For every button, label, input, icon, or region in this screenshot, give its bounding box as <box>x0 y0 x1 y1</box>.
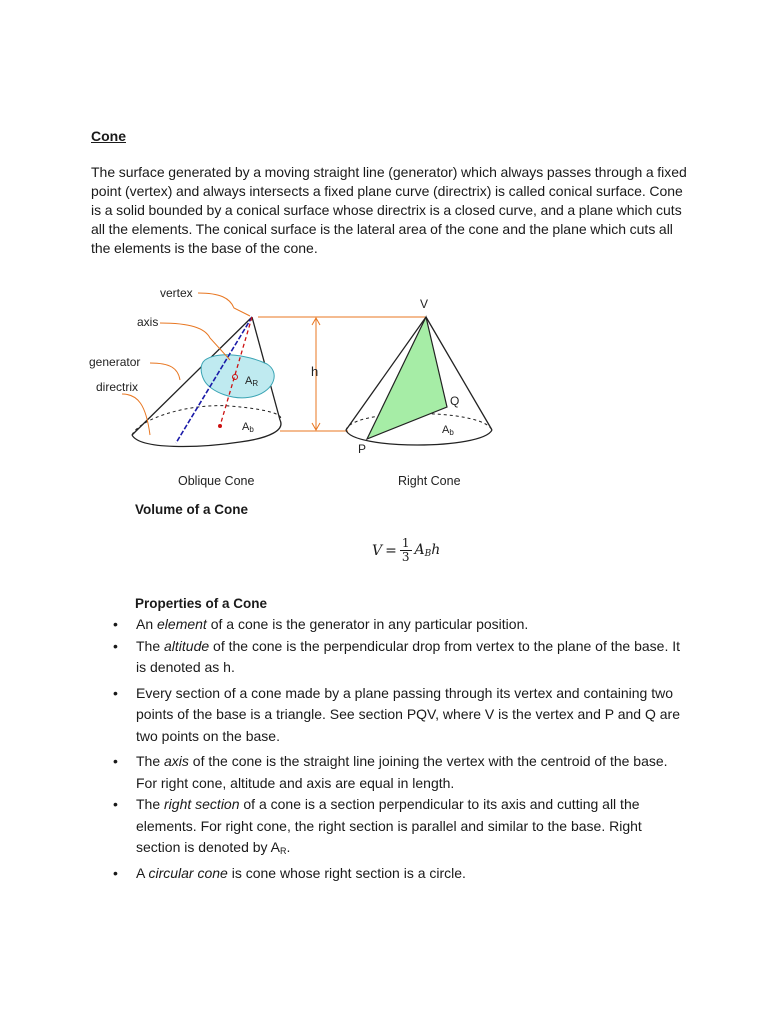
oblique-cone-base-back <box>132 406 281 435</box>
property-item-axis: • The axis of the cone is the straight line joining the vertex with the centroid of the base. For right cone, altitude and axis are equal in length. <box>110 751 690 794</box>
axis-leader <box>160 323 230 360</box>
oblique-cone <box>89 286 281 488</box>
ab-centroid-dot <box>218 424 222 428</box>
properties-list <box>110 614 690 888</box>
formula-v: V <box>372 542 383 559</box>
cone-diagram <box>80 280 520 490</box>
pqv-section <box>367 317 447 439</box>
formula-numerator: 1 <box>401 536 410 550</box>
label-ab-oblique: Ab <box>242 421 254 434</box>
formula-eq: = <box>385 542 397 559</box>
caption-right: Right Cone <box>398 474 461 488</box>
label-axis: axis <box>137 315 159 329</box>
label-directrix: directrix <box>96 380 139 394</box>
label-p: P <box>358 442 367 456</box>
property-item-element: • An element of a cone is the generator in any particular position. <box>110 614 690 636</box>
formula-denominator: 3 <box>401 550 410 564</box>
property-item-circular-cone: • A circular cone is cone whose right section is a circle. <box>110 863 690 885</box>
generator-leader <box>150 363 180 380</box>
cone-figure <box>80 280 520 490</box>
property-item-altitude: • The altitude of the cone is the perpendicular drop from vertex to the plane of the base. It is denoted as h. <box>110 636 690 679</box>
formula-area: $A_Bh$ <box>414 542 441 559</box>
formula-fraction <box>400 537 412 564</box>
caption-oblique: Oblique Cone <box>178 474 255 488</box>
oblique-cone-base-front <box>132 420 281 446</box>
page-title: Cone <box>91 128 126 144</box>
label-q: Q <box>450 394 460 408</box>
label-vertex: vertex <box>160 286 193 300</box>
intro-paragraph: The surface generated by a moving straight line (generator) which always passes through a fixed point (vertex) and always intersects a fixed plane curve (directrix) is called conical surface. Cone is a solid bounded by a conical surface whose directrix is a closed curve, and a plane which cuts all the elements. The conical surface is the lateral area of the cone and the plane which cuts all the elements is the base of the cone. <box>91 164 687 256</box>
label-ar: AR <box>245 375 259 388</box>
label-generator: generator <box>89 355 141 369</box>
property-item-section: • Every section of a cone made by a plane passing through its vertex and containing two points of the base is a triangle. See section PQV, where V is the vertex and P and Q are two points on the base. <box>110 683 690 748</box>
volume-formula <box>372 537 440 564</box>
volume-heading: Volume of a Cone <box>135 502 249 517</box>
property-item-right-section: • The right section of a cone is a section perpendicular to its axis and cutting all the elements. For right cone, the right section is parallel and similar to the base. Right section is denoted by $A_R$. <box>110 794 690 863</box>
properties-heading: Properties of a Cone <box>135 596 268 611</box>
vertex-leader <box>198 293 250 316</box>
right-cone <box>346 297 492 488</box>
label-h: h <box>311 364 319 379</box>
directrix-leader <box>122 394 150 435</box>
label-ab-right: Ab <box>442 424 454 437</box>
label-v: V <box>420 297 429 311</box>
